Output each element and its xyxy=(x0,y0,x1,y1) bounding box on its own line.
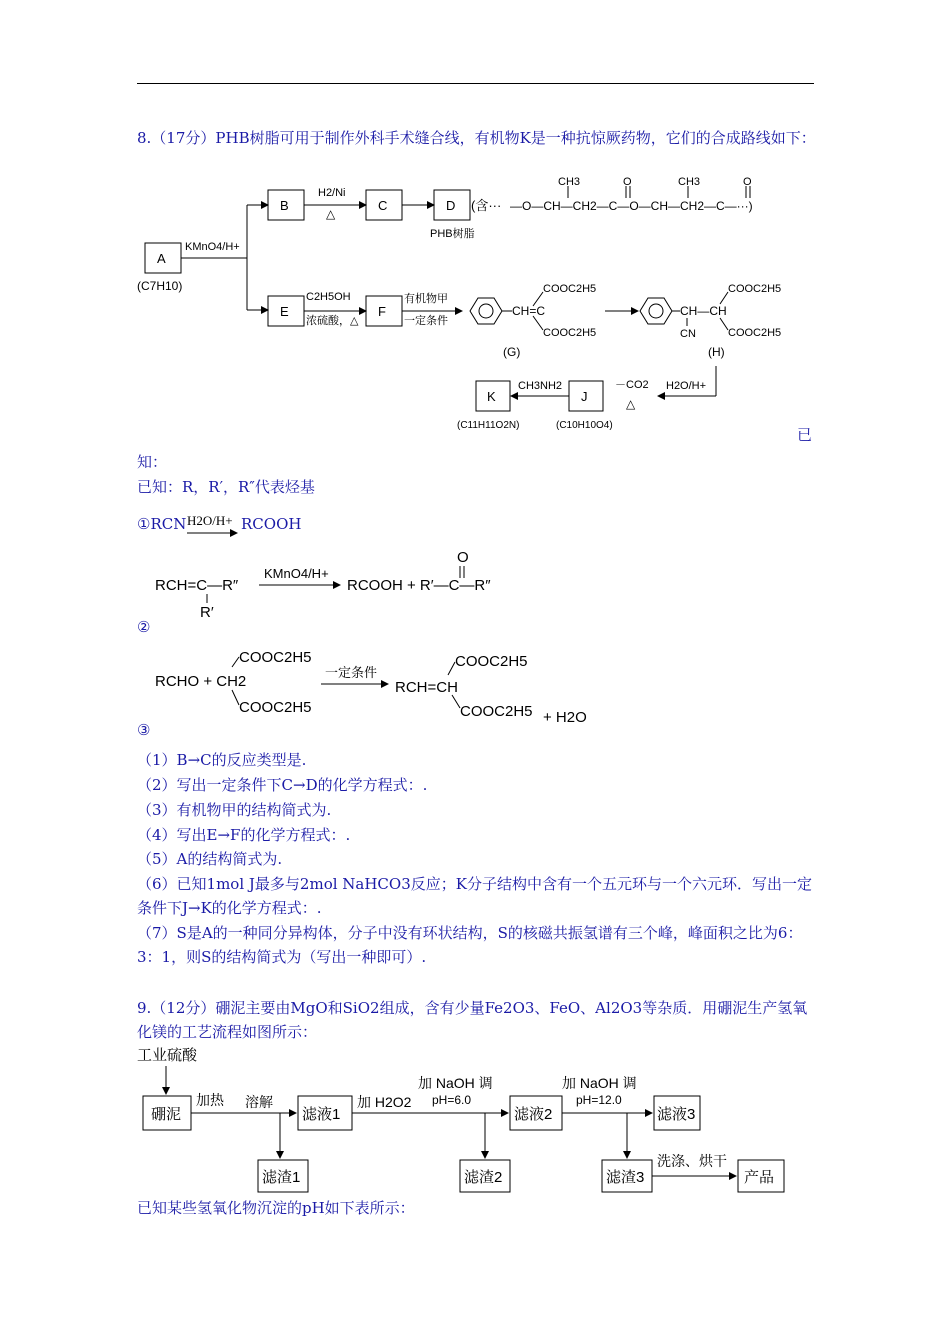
label-J: J xyxy=(581,389,588,404)
r3-bottom-1: COOC2H5 xyxy=(239,699,312,716)
reagent-jia: 有机物甲 xyxy=(404,293,448,305)
r1-label: ①RCN xyxy=(137,515,187,533)
benzene-G xyxy=(470,298,502,324)
r2-label: ② xyxy=(137,618,151,636)
flow-f1: 滤液1 xyxy=(302,1106,341,1123)
reagent-co2: －CO2 xyxy=(615,379,649,391)
phb-chain: —O—CH—CH2—C—O—CH—CH2—C—···) xyxy=(510,199,753,213)
known-b: 知： xyxy=(137,453,168,471)
question-7: （7）S是A的一种同分异构体，分子中没有环状结构，S的核磁共振氢谱有三个峰，峰面积之比为6：3：1，则S的结构简式为（写出一种即可）. xyxy=(137,924,803,966)
flow-h2o2: 加 H2O2 xyxy=(357,1094,412,1110)
reagent-kmno4: KMnO4/H+ xyxy=(185,241,240,253)
flow-f3: 滤液3 xyxy=(657,1106,696,1123)
formula-J: (C10H10O4) xyxy=(556,420,613,431)
r3-reactant: RCHO + CH2 xyxy=(155,673,247,690)
r2-reagent: KMnO4/H+ xyxy=(264,566,329,581)
flow-peng: 硼泥 xyxy=(151,1106,182,1123)
flow-f2: 滤液2 xyxy=(514,1106,553,1123)
phb-o-1: O xyxy=(623,176,632,188)
g-cooc2h5-bottom: COOC2H5 xyxy=(543,327,597,339)
q8-intro: 8.（17分）PHB树脂可用于制作外科手术缝合线，有机物K是一种抗惊厥药物，它们的合成路线如下： xyxy=(137,129,816,147)
question-2: （2）写出一定条件下C→D的化学方程式：. xyxy=(137,776,428,794)
label-phb: PHB树脂 xyxy=(430,228,475,240)
question-6: （6）已知1mol J最多与2mol NaHCO3反应；K分子结构中含有一个五元环与一个六元环．写出一定条件下J→K的化学方程式：. xyxy=(137,875,812,917)
label-C: C xyxy=(378,198,388,213)
r2-product: RCOOH + R′—C—R″ xyxy=(347,577,491,594)
label-K: K xyxy=(487,389,496,404)
q9-intro: 9.（12分）硼泥主要由MgO和SiO2组成，含有少量Fe2O3、FeO、Al2O3等杂质．用硼泥生产氢氧化镁的工艺流程如图所示： xyxy=(137,999,808,1041)
phb-ch3-1: CH3 xyxy=(558,176,581,188)
flow-heat: 加热 xyxy=(196,1092,224,1108)
reagent-h3o: H2O/H+ xyxy=(666,380,707,392)
reagent-h2ni: H2/Ni xyxy=(318,187,346,199)
r3-top-2: COOC2H5 xyxy=(455,653,528,670)
phb-o-2: O xyxy=(743,176,752,188)
r3-bottom-2: COOC2H5 xyxy=(460,703,533,720)
known-line: 已知：R，R′，R″代表烃基 xyxy=(137,478,315,496)
delta-1: △ xyxy=(326,207,336,221)
r1-product: RCOOH xyxy=(241,515,302,533)
h-cn: CN xyxy=(680,328,696,340)
flow-acid: 工业硫酸 xyxy=(137,1047,198,1064)
formula-A: (C7H10) xyxy=(137,279,183,293)
benzene-H xyxy=(640,298,672,324)
reagent-cond: 一定条件 xyxy=(404,315,448,327)
label-A: A xyxy=(157,251,166,266)
label-B: B xyxy=(280,198,289,213)
r2-reactant: RCH=C—R″ xyxy=(155,577,239,594)
question-3: （3）有机物甲的结构简式为. xyxy=(137,801,332,819)
flow-naoh1: 加 NaOH 调 xyxy=(418,1075,493,1091)
flow-naoh2: 加 NaOH 调 xyxy=(562,1075,637,1091)
svg-text:CH—CH: CH—CH xyxy=(680,304,727,318)
flow-ph2: pH=12.0 xyxy=(576,1093,622,1107)
label-E: E xyxy=(280,304,289,319)
r2-o: O xyxy=(457,549,469,566)
r2-r1: R′ xyxy=(200,604,214,621)
known-a: 已 xyxy=(797,426,813,444)
r3-product: RCH=CH xyxy=(395,679,458,696)
question-4: （4）写出E→F的化学方程式：. xyxy=(137,826,351,844)
label-D: D xyxy=(446,198,456,213)
flow-dissolve: 溶解 xyxy=(245,1094,273,1110)
r3-label: ③ xyxy=(137,721,151,739)
delta-2: △ xyxy=(626,397,636,411)
flow-r1: 滤渣1 xyxy=(262,1169,301,1186)
g-cooc2h5-top: COOC2H5 xyxy=(543,283,597,295)
r3-water: + H2O xyxy=(543,709,587,726)
reagent-h2so4: 浓硫酸，△ xyxy=(306,315,359,327)
reagent-ethanol: C2H5OH xyxy=(306,291,351,303)
r1-reagent: H2O/H+ xyxy=(187,513,233,528)
question-5: （5）A的结构简式为. xyxy=(137,850,283,868)
r3-cond: 一定条件 xyxy=(325,665,378,680)
q9-table-intro: 已知某些氢氧化物沉淀的pH如下表所示： xyxy=(137,1199,415,1217)
flow-prod: 产品 xyxy=(744,1169,775,1186)
h-cooc2h5-top: COOC2H5 xyxy=(728,283,782,295)
h-cooc2h5-bottom: COOC2H5 xyxy=(728,327,782,339)
label-F: F xyxy=(378,304,386,319)
reagent-ch3nh2: CH3NH2 xyxy=(518,380,563,392)
phb-open: (含··· xyxy=(471,198,502,213)
flow-r2: 滤渣2 xyxy=(464,1169,503,1186)
flow-wash: 洗涤、烘干 xyxy=(657,1153,727,1169)
svg-text:CH=C: CH=C xyxy=(512,304,546,318)
flow-r3: 滤渣3 xyxy=(606,1169,645,1186)
phb-ch3-2: CH3 xyxy=(678,176,701,188)
label-H: (H) xyxy=(708,345,725,359)
flow-ph1: pH=6.0 xyxy=(432,1093,472,1107)
question-1: （1）B→C的反应类型是. xyxy=(137,751,307,769)
r3-top-1: COOC2H5 xyxy=(239,649,312,666)
label-G: (G) xyxy=(503,345,521,359)
formula-K: (C11H11O2N) xyxy=(457,420,520,431)
